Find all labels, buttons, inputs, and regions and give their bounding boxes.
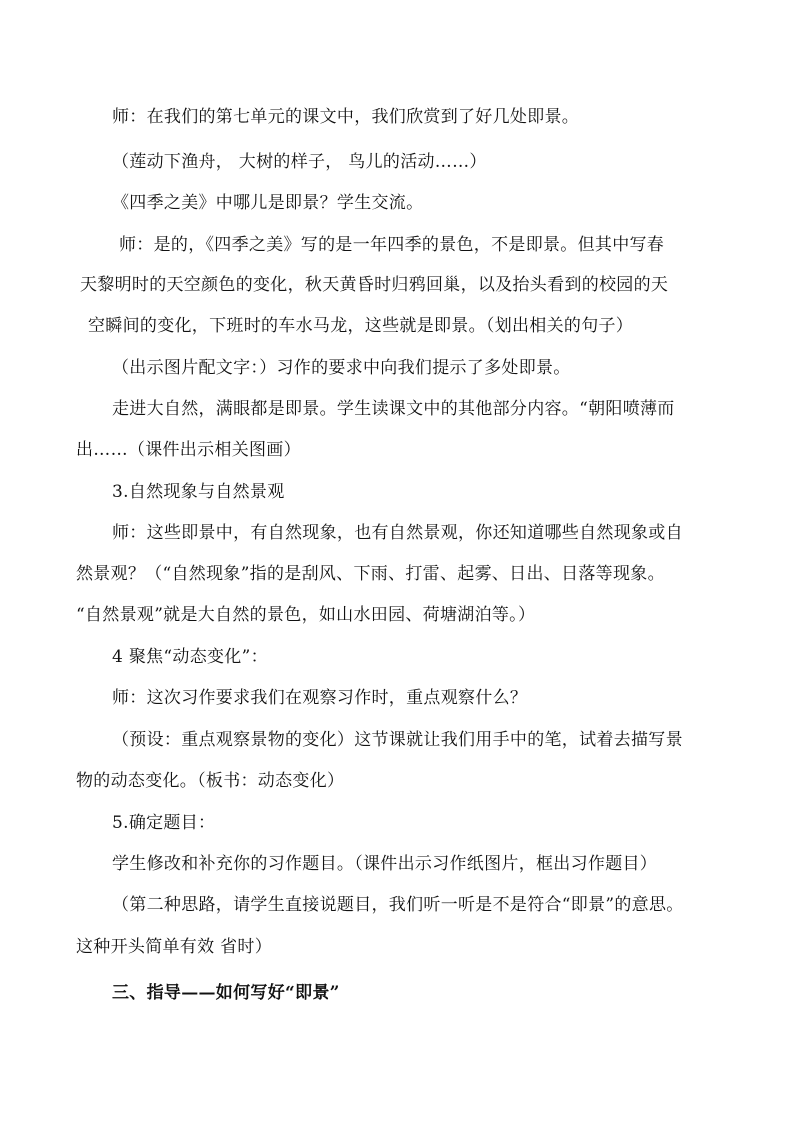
- paragraph-line: 空瞬间的变化，下班时的车水马龙，这些就是即景。（划出相关的句子）: [88, 316, 634, 336]
- paragraph-line: （第二种思路，请学生直接说题目，我们听一听是不是符合“即景”的意思。: [112, 895, 684, 915]
- section-heading: 4 聚焦“动态变化”：: [112, 647, 268, 667]
- paragraph-line: （预设：重点观察景物的变化）这节课就让我们用手中的笔，试着去描写景: [112, 730, 683, 750]
- paragraph-line: “自然景观”就是大自然的景色，如山水田园、荷塘湖泊等。）: [76, 605, 536, 625]
- paragraph-line: 学生修改和补充你的习作题目。（课件出示习作纸图片，框出习作题目）: [112, 854, 658, 874]
- paragraph-line: 师：这些即景中，有自然现象，也有自然景观，你还知道哪些自然现象或自: [112, 523, 683, 543]
- chapter-heading: 三、指导——如何写好“即景”: [112, 983, 340, 1003]
- paragraph-line: （出示图片配文字：）习作的要求中向我们提示了多处即景。: [112, 358, 571, 378]
- paragraph-line: 这种开头简单有效 省时）: [76, 937, 273, 957]
- paragraph-line: 物的动态变化。（板书：动态变化）: [76, 771, 345, 791]
- paragraph-line: 师：是的，《四季之美》写的是一年四季的景色，不是即景。但其中写春: [119, 235, 665, 255]
- paragraph-line: 然景观？（“自然现象”指的是刮风、下雨、打雷、起雾、日出、日落等现象。: [76, 564, 665, 584]
- paragraph-line: 师：在我们的第七单元的课文中，我们欣赏到了好几处即景。: [112, 107, 580, 127]
- paragraph-line: 走进大自然，满眼都是即景。学生读课文中的其他部分内容。“朝阳喷薄而: [112, 399, 675, 419]
- paragraph-line: 出……（课件出示相关图画）: [76, 440, 301, 460]
- section-heading: 5.确定题目：: [112, 813, 216, 833]
- paragraph-line: （莲动下渔舟， 大树的样子， 鸟儿的活动……）: [112, 152, 487, 172]
- paragraph-line: 《四季之美》中哪儿是即景？学生交流。: [112, 193, 424, 213]
- paragraph-line: 师：这次习作要求我们在观察习作时，重点观察什么？: [112, 688, 528, 708]
- section-heading: 3.自然现象与自然景观: [112, 482, 285, 502]
- paragraph-line: 天黎明时的天空颜色的变化，秋天黄昏时归鸦回巢，以及抬头看到的校园的天: [80, 275, 669, 295]
